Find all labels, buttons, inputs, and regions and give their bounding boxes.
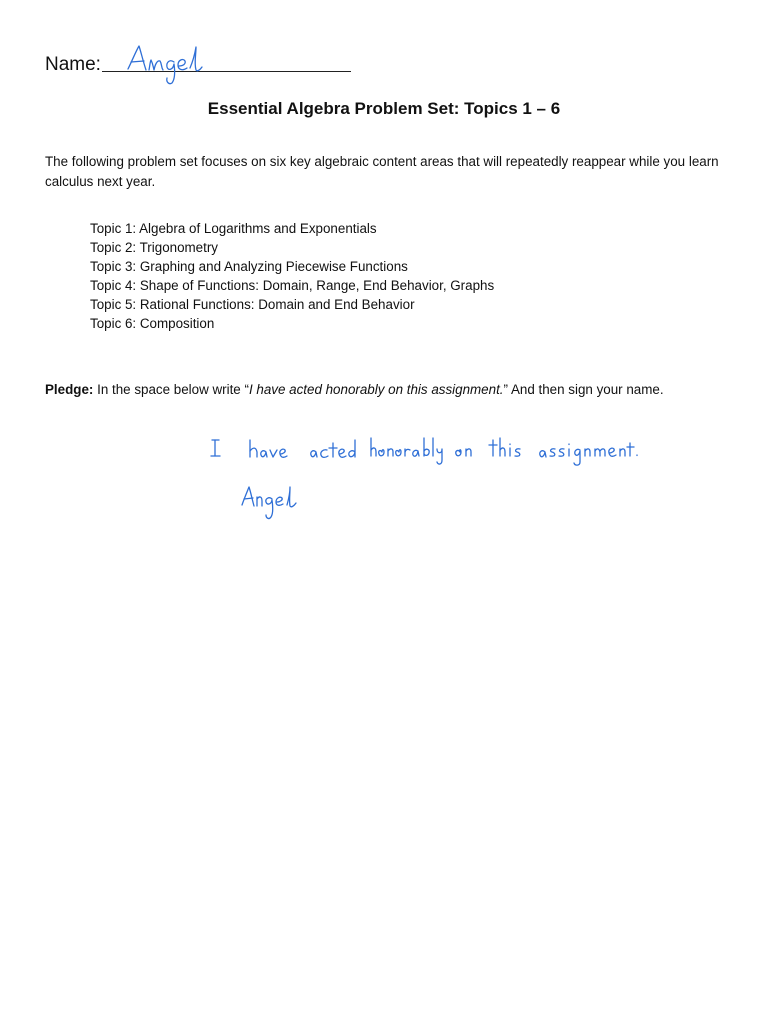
document-title: Essential Algebra Problem Set: Topics 1 – 6 xyxy=(207,99,561,118)
topic-item-1: Topic 1: Algebra of Logarithms and Exponentials xyxy=(90,221,377,236)
handwritten-signature xyxy=(238,482,308,526)
name-field xyxy=(45,46,351,76)
handwritten-name-angel xyxy=(126,43,216,87)
topic-item-3: Topic 3: Graphing and Analyzing Piecewise Functions xyxy=(90,259,408,275)
topic-item-5: Topic 5: Rational Functions: Domain and End Behavior xyxy=(90,297,415,313)
pledge-instruction xyxy=(45,380,735,400)
intro-paragraph: The following problem set focuses on six key algebraic content areas that will repeatedly reappear while you learn calculus next year. xyxy=(45,154,719,189)
name-label: Name: xyxy=(45,54,101,75)
name-underline xyxy=(102,49,351,72)
pledge-quote: I have acted honorably on this assignment. xyxy=(248,382,504,397)
topic-item-4: Topic 4: Shape of Functions: Domain, Range, End Behavior, Graphs xyxy=(90,278,495,294)
handwritten-pledge-statement xyxy=(200,432,640,472)
pledge-label: Pledge: xyxy=(45,382,94,397)
topic-list xyxy=(90,219,494,334)
pledge-text-before: In the space below write “ xyxy=(93,382,249,397)
topic-item-2: Topic 2: Trigonometry xyxy=(90,240,219,256)
pledge-text-after: ” And then sign your name. xyxy=(503,382,664,397)
topic-item-6: Topic 6: Composition xyxy=(90,316,215,332)
